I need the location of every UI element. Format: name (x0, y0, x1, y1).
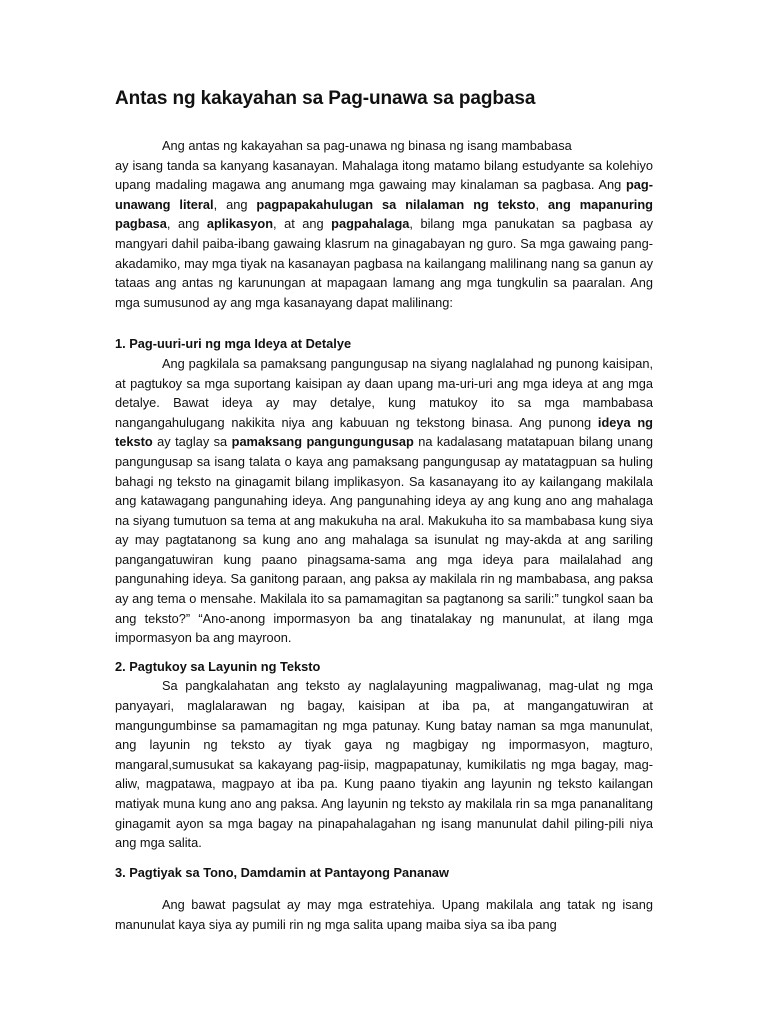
term-pag-unawang-literal: pag-unawang literal (115, 177, 653, 212)
term-mapanuring-pagbasa: ang mapanuring pagbasa (115, 196, 653, 232)
intro-first-line: Ang antas ng kakayahan sa pag-unawa ng binasa ng isang mambabasa (162, 138, 572, 153)
section-1-heading: 1. Pag-uuri-uri ng mga Ideya at Detalye (115, 336, 352, 352)
document-title: Antas ng kakayahan sa Pag-unawa sa pagbasa (115, 88, 536, 109)
section-3-paragraph: Ang bawat pagsulat ay may mga estratehiya. Upang makilala ang tatak ng isang manunulat kaya siya ay pumili rin ng mga salita upang maiba siya sa iba pang (115, 897, 653, 932)
section-2-heading: 2. Pagtukoy sa Layunin ng Teksto (115, 658, 321, 674)
section-3-heading: 3. Pagtiyak sa Tono, Damdamin at Pantayong Pananaw (115, 864, 449, 880)
term-aplikasyon: aplikasyon (206, 216, 274, 232)
section-2-paragraph: Sa pangkalahatan ang teksto ay naglalayuning magpaliwanag, mag-ulat ng mga panyayari, maglalarawan ng bagay, kaisipan at iba pa, at mangangatuwiran at mangungumbinse sa pamamagitan ng mga patunay. Kung batay naman sa mga manunulat, ang layunin ng teksto ay tiyak gaya ng magbigay ng impormasyon, magturo, mangaral,sumusukat sa kakayang pag-iisip, magpapatunay, kumikilatis ng mga bagay, mag-aliw, magpatawa, magpayo at iba pa. Kung paano tiyakin ang layunin ng teksto kailangan matiyak muna kung ano ang paksa. Ang layunin ng teksto ay makilala rin sa mga pananalitang ginagamit ayon sa mga bagay na pinapahalagahan ng isang manunulat dahil piling-pili niya ang mga salita. (115, 678, 653, 851)
term-pagpahalaga: pagpahalaga (331, 216, 410, 232)
section-1-paragraph: Ang pagkilala sa pamaksang pangungusap na siyang naglalahad ng punong kaisipan, at pagtukoy sa mga suportang kaisipan ay daan upang ma-uri-uri ang mga ideya at ang mga detalye. Bawat ideya ay may detalye, kung matukoy ito sa mga mambabasa nangangahulugang nakikita niya ang kabuuan ng tekstong binasa. Ang punong ideya ng teksto ay taglay sa pamaksang pangungungusap na kadalasang matatapuan bilang unang pangungusap sa isang talata o kaya ang pamaksang pangungusap ay matatagpuan sa huling bahagi ng teksto na ginagamit bilang implikasyon. Sa kasanayang ito ay kailangang makilala ang katawagang pangunahing ideya. Ang pangunahing ideya ay ang kung ano ang mahalaga na siyang tumutuon sa tema at ang makukuha na aral. Makukuha ito sa mambabasa kung siya ay may pagtatanong sa kung ano ang mahalaga sa isunulat ng may-akda at ang sariling pangangatuwiran kung paano pinagsama-sama ang mga ideya para mailalahad ang pangunahing ideya. Sa ganitong paraan, ang paksa ay makilala rin ng mambabasa, ang paksa ay ang tema o mensahe. Makilala ito sa pamamagitan sa pagtanong sa sarili:” tungkol saan ba ang teksto?” “Ano-anong impormasyon ba ang tinatalakay ng manunulat, at ilang mga impormasyon ba ang mayroon. (115, 355, 653, 646)
term-pamaksang-pangungusap: pamaksang pangungungusap (231, 434, 414, 450)
document-page (115, 88, 653, 935)
term-pagpapakahulugan: pagpapakahulugan sa nilalaman ng teksto (256, 196, 536, 212)
term-ideya-ng-teksto: ideya ng teksto (115, 414, 653, 450)
intro-paragraph: ay isang tanda sa kanyang kasanayan. Mahalaga itong matamo bilang estudyante sa kolehiyo upang madaling magawa ang anumang mga gawaing may kinalaman sa pagbasa. Ang pag-unawang literal, ang pagpapakahulugan sa nilalaman ng teksto, ang mapanuring pagbasa, ang aplikasyon, at ang pagpahalaga, bilang mga panukatan sa pagbasa ay mangyari dahil paiba-ibang gawaing klasrum na ginagabayan ng guro. Sa mga gawaing pang-akadamiko, may mga tiyak na kasanayan pagbasa na kailangang malilinang nang sa ganun ay tataas ang antas ng karunungan at mapagaan lamang ang mga tungkulin sa paaralan. Ang mga sumusunod ay ang mga kasanayang dapat malilinang: (115, 157, 654, 310)
